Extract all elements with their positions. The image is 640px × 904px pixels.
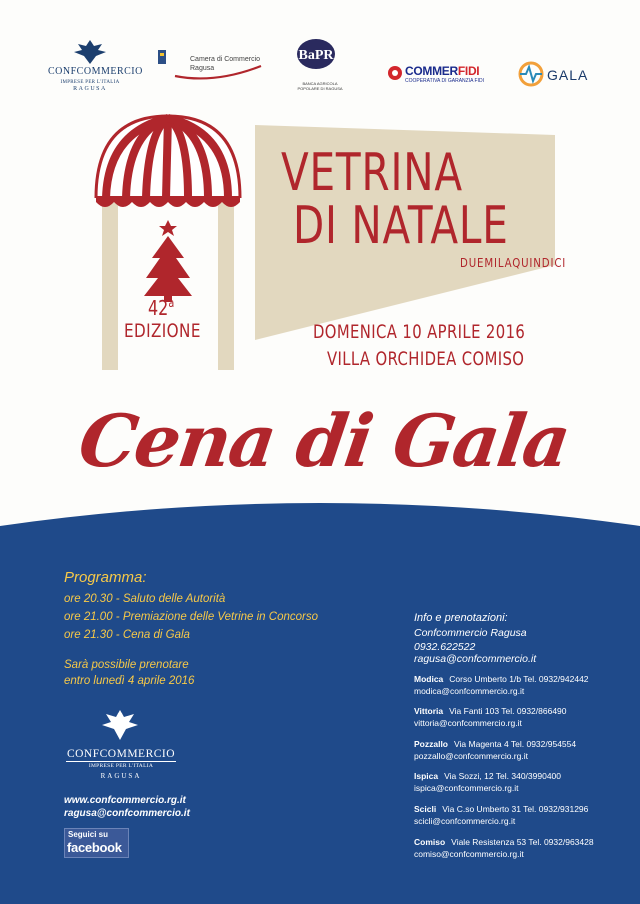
office-city: Modica [414,674,444,684]
confcommercio-eagle-icon [100,708,140,742]
footer-logo-divider [66,761,176,762]
office-entry [414,836,594,860]
confcommercio-logo-name: CONFCOMMERCIO [48,66,143,77]
confcommercio-footer-sub: IMPRESE PER L'ITALIA [88,763,154,769]
info-title: Info e prenotazioni: [414,612,508,624]
camera-line2: Ragusa [190,65,215,72]
facebook-button[interactable] [64,828,129,858]
event-venue: VILLA ORCHIDEA COMISO [327,348,525,370]
office-address: Via Sozzi, 12 Tel. 340/3990400 [444,771,561,781]
office-city: Comiso [414,837,446,847]
note-line-1: Sarà possibile prenotare [64,659,189,671]
facebook-top-label: Seguici su [68,830,109,839]
gala-logo-text: GALA [547,67,589,83]
title-line-1: VETRINA [281,143,463,203]
office-email[interactable]: ispica@confcommercio.rg.it [414,783,519,793]
website-link[interactable]: www.confcommercio.rg.it [64,795,186,806]
script-title: Cena di Gala [73,398,575,483]
office-address: Viale Resistenza 53 Tel. 0932/963428 [451,837,594,847]
office-email[interactable]: pozzallo@confcommercio.rg.it [414,751,528,761]
office-city: Pozzallo [414,739,449,749]
office-email[interactable]: scicli@confcommercio.rg.it [414,816,516,826]
office-entry [414,673,589,697]
office-address: Corso Umberto 1/b Tel. 0932/942442 [449,674,589,684]
info-phone: 0932.622522 [414,641,476,653]
camera-line1: Camera di Commercio [190,56,261,63]
edition-word: EDIZIONE [124,320,201,342]
info-email[interactable]: ragusa@confcommercio.it [414,653,537,665]
commerfidi-name-b: FIDI [457,64,480,78]
office-address: Via C.so Umberto 31 Tel. 0932/931296 [442,804,589,814]
programma-title: Programma: [64,569,147,586]
programma-item: ore 21.00 - Premiazione delle Vetrine in Concorso [64,611,318,623]
bapr-line1: BANCA AGRICOLA [302,81,338,86]
office-entry [414,803,588,827]
confcommercio-logo-city: RAGUSA [73,86,107,92]
office-city: Scicli [414,804,437,814]
programma-item: ore 20.30 - Saluto delle Autorità [64,593,226,605]
info-org: Confcommercio Ragusa [414,627,527,639]
programma-item: ore 21.30 - Cena di Gala [64,629,190,641]
office-entry [414,705,567,729]
confcommercio-footer-name: CONFCOMMERCIO [66,748,176,760]
commerfidi-sub: COOPERATIVA DI GARANZIA FIDI [405,78,484,84]
office-entry [414,738,576,762]
office-entry [414,770,561,794]
office-address: Via Magenta 4 Tel. 0932/954554 [454,739,577,749]
commerfidi-name-a: COMMER [405,64,458,78]
office-city: Ispica [414,771,439,781]
edition-sup: a [168,296,175,310]
edition-number-value: 42 [148,296,169,320]
email-link[interactable]: ragusa@confcommercio.it [64,808,190,819]
office-email[interactable]: modica@confcommercio.rg.it [414,686,525,696]
office-email[interactable]: comiso@confcommercio.rg.it [414,849,524,859]
facebook-label: facebook [67,840,122,855]
office-address: Via Fanti 103 Tel. 0932/866490 [449,706,567,716]
event-date: DOMENICA 10 APRILE 2016 [313,321,526,343]
bapr-line2: POPOLARE DI RAGUSA [297,86,343,91]
svg-text:BaPR: BaPR [298,48,334,63]
title-line-2: DI NATALE [293,196,509,256]
confcommercio-logo-sub: IMPRESE PER L'ITALIA [60,80,120,85]
office-email[interactable]: vittoria@confcommercio.rg.it [414,718,522,728]
office-city: Vittoria [414,706,444,716]
confcommercio-footer-city: RAGUSA [100,772,142,780]
title-year: DUEMILAQUINDICI [460,256,567,270]
note-line-2: entro lunedì 4 aprile 2016 [64,675,195,687]
